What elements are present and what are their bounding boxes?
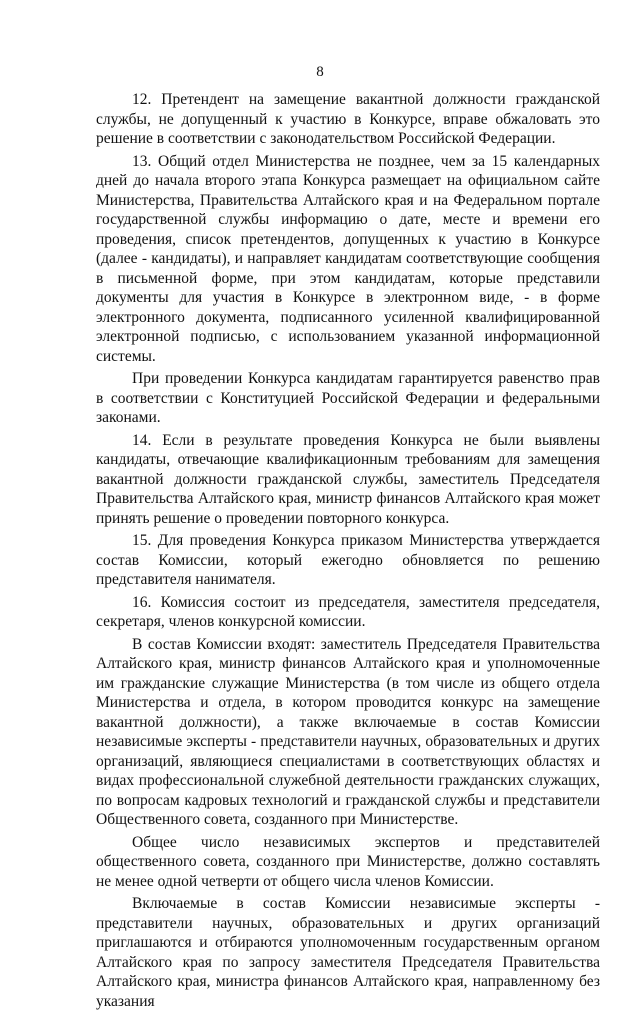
paragraph-13: 13. Общий отдел Министерства не позднее, чем за 15 календарных дней до начала второго этапа Конкурса размещает на официальном сайте Министерства, Правительства Алтайского края и на Федеральном портале государственной службы информацию о дате, месте и времени его проведения, список претендентов, допущенных к участию в Конкурсе (далее - кандидаты), и направляет кандидатам соответствующие сообщения в письменной форме, при этом кандидатам, которые представили документы для участия в Конкурсе в электронном виде, - в форме электронного документа, подписанного усиленной квалифицированной электронной подписью, с использованием указанной информационной системы. xyxy=(96,152,600,365)
paragraph-equal-rights: При проведении Конкурса кандидатам гарантируется равенство прав в соответствии с Конституцией Российской Федерации и федеральными законами. xyxy=(96,370,600,426)
paragraph-16: 16. Комиссия состоит из председателя, заместителя председателя, секретаря, членов конкурсной комиссии. xyxy=(96,593,600,630)
paragraph-experts-quota: Общее число независимых экспертов и представителей общественного совета, созданного при Министерстве, должно составлять не менее одной четверти от общего числа членов Комиссии. xyxy=(96,833,600,890)
paragraph-14: 14. Если в результате проведения Конкурса не были выявлены кандидаты, отвечающие квалификационным требованиям для замещения вакантной должности гражданской службы, заместитель Председателя Правительства Алтайского края, министр финансов Алтайского края может принять решение о проведении повторного конкурса. xyxy=(96,431,600,527)
paragraph-commission-members: В состав Комиссии входят: заместитель Председателя Правительства Алтайского края, министр финансов Алтайского края и уполномоченные им гражданские служащие Министерства (в том числе из общего отдела Министерства и отдела, в котором проводится конкурс на замещение вакантной должности), а также включаемые в состав Комиссии независимые эксперты - представители научных, образовательных и других организаций, являющиеся специалистами в соответствующих областях и видах профессиональной служебной деятельности гражданских служащих, по вопросам кадровых технологий и гражданской службы и представители Общественного совета, созданного при Министерстве. xyxy=(96,635,600,828)
paragraph-experts-selection: Включаемые в состав Комиссии независимые эксперты - представители научных, образовательных и других организаций приглашаются и отбираются уполномоченным государственным органом Алтайского края по запросу заместителя Председателя Правительства Алтайского края, министра финансов Алтайского края, направленному без указания xyxy=(96,895,600,1010)
paragraph-15: 15. Для проведения Конкурса приказом Министерства утверждается состав Комиссии, который ежегодно обновляется по решению представителя нанимателя. xyxy=(96,532,600,588)
paragraph-12: 12. Претендент на замещение вакантной должности гражданской службы, не допущенный к участию в Конкурсе, вправе обжаловать это решение в соответствии с законодательством Российской Федерации. xyxy=(96,91,600,147)
page-number: 8 xyxy=(316,64,324,80)
document-body xyxy=(96,90,600,1011)
